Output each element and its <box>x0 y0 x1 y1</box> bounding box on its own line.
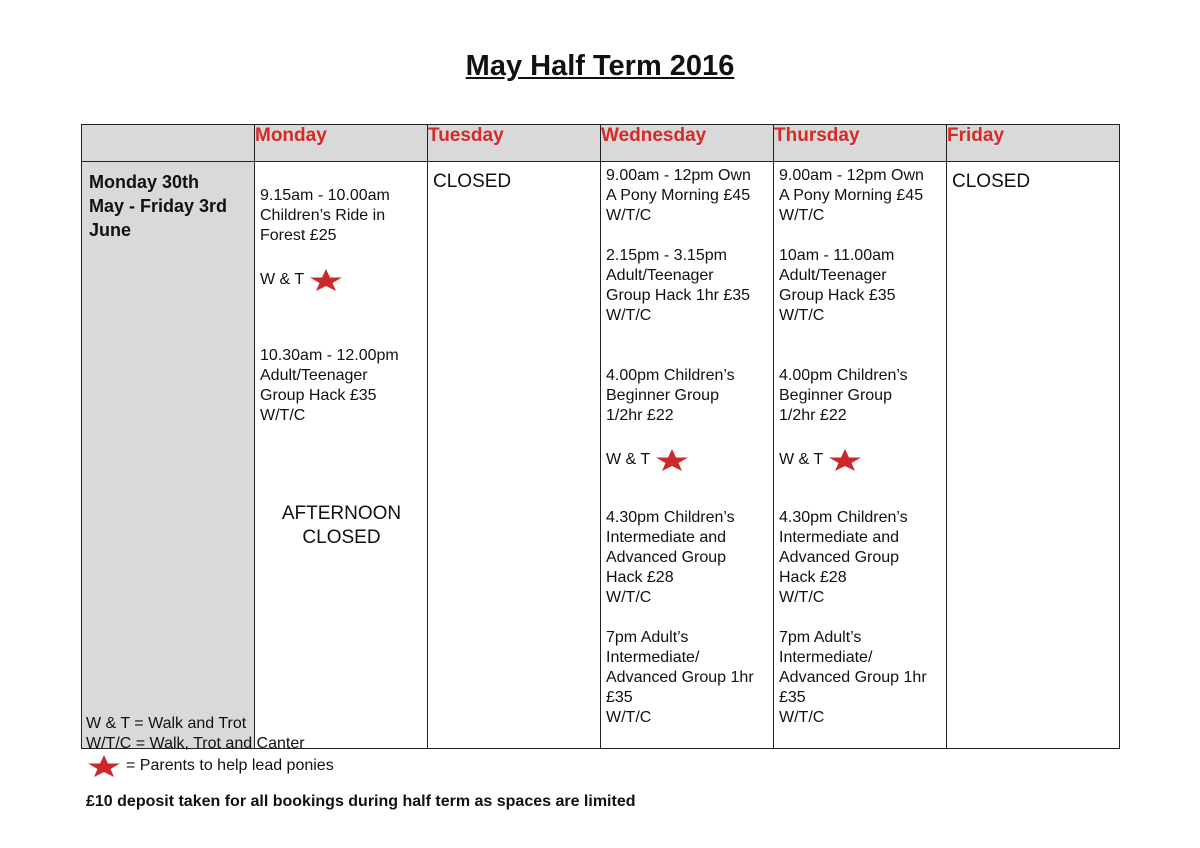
wednesday-cell <box>601 162 774 749</box>
day-header-wednesday: Wednesday <box>601 125 774 162</box>
legend-walk-trot: W & T = Walk and Trot <box>86 715 247 732</box>
wednesday-slot-1 <box>606 166 769 226</box>
slot-text: 10am - 11.00am Adult/Teenager Group Hack £35 W/T/C <box>779 247 896 324</box>
legend <box>86 714 334 778</box>
slot-tag-line <box>606 448 769 472</box>
week-label <box>82 162 255 749</box>
star-icon <box>86 754 122 778</box>
afternoon-closed-label: AFTERNOON CLOSED <box>281 503 402 548</box>
slot-text: 7pm Adult’s Intermediate/ Advanced Group 1hr £35 W/T/C <box>779 629 927 726</box>
thursday-slot-5 <box>779 628 942 728</box>
monday-cell <box>255 162 428 749</box>
legend-walk-trot-canter: W/T/C = Walk, Trot and Canter <box>86 735 305 752</box>
wednesday-slot-5 <box>606 628 769 728</box>
slot-text: 9.00am - 12pm Own A Pony Morning £45 W/T/C <box>779 167 924 224</box>
monday-slot-2 <box>260 326 423 446</box>
star-icon <box>827 448 863 472</box>
schedule-table <box>81 124 1120 749</box>
header-corner <box>82 125 255 162</box>
slot-text: 9.15am - 10.00am Children’s Ride in Forest £25 <box>260 187 390 244</box>
week-label-text: Monday 30th May - Friday 3rd June <box>89 172 228 240</box>
closed-label: CLOSED <box>952 171 1031 192</box>
slot-text: 10.30am - 12.00pm Adult/Teenager Group Hack £35 W/T/C <box>260 347 399 424</box>
monday-slot-1 <box>260 166 423 312</box>
slot-text: 9.00am - 12pm Own A Pony Morning £45 W/T/C <box>606 167 751 224</box>
deposit-note: £10 deposit taken for all bookings during half term as spaces are limited <box>86 793 636 810</box>
thursday-slot-3 <box>779 346 942 492</box>
day-header-thursday: Thursday <box>774 125 947 162</box>
thursday-cell <box>774 162 947 749</box>
day-header-tuesday: Tuesday <box>428 125 601 162</box>
slot-tag-line <box>779 448 942 472</box>
walk-trot-tag: W & T <box>779 451 824 468</box>
friday-cell <box>947 162 1120 749</box>
wednesday-slot-2 <box>606 246 769 326</box>
slot-text: 2.15pm - 3.15pm Adult/Teenager Group Hack 1hr £35 W/T/C <box>606 247 751 324</box>
thursday-slot-4 <box>779 508 942 608</box>
thursday-slot-2 <box>779 246 942 326</box>
slot-tag-line <box>260 268 423 292</box>
page-title: May Half Term 2016 <box>465 50 735 82</box>
walk-trot-tag: W & T <box>606 451 651 468</box>
star-icon <box>308 268 344 292</box>
legend-star-row <box>86 754 334 778</box>
thursday-slot-1 <box>779 166 942 226</box>
slot-text: 4.30pm Children’s Intermediate and Advanced Group Hack £28 W/T/C <box>606 509 735 606</box>
wednesday-slot-3 <box>606 346 769 492</box>
day-header-monday: Monday <box>255 125 428 162</box>
walk-trot-tag: W & T <box>260 271 305 288</box>
slot-text: 4.30pm Children’s Intermediate and Advanced Group Hack £28 W/T/C <box>779 509 908 606</box>
wednesday-slot-4 <box>606 508 769 608</box>
header-row <box>82 125 1120 162</box>
slot-text: 4.00pm Children’s Beginner Group 1/2hr £22 <box>779 367 908 424</box>
week-row <box>82 162 1120 749</box>
closed-label: CLOSED <box>433 171 512 192</box>
tuesday-cell <box>428 162 601 749</box>
star-icon <box>654 448 690 472</box>
legend-star-text: = Parents to help lead ponies <box>126 757 334 774</box>
slot-text: 4.00pm Children’s Beginner Group 1/2hr £22 <box>606 367 735 424</box>
slot-text: 7pm Adult’s Intermediate/ Advanced Group 1hr £35 W/T/C <box>606 629 754 726</box>
day-header-friday: Friday <box>947 125 1120 162</box>
